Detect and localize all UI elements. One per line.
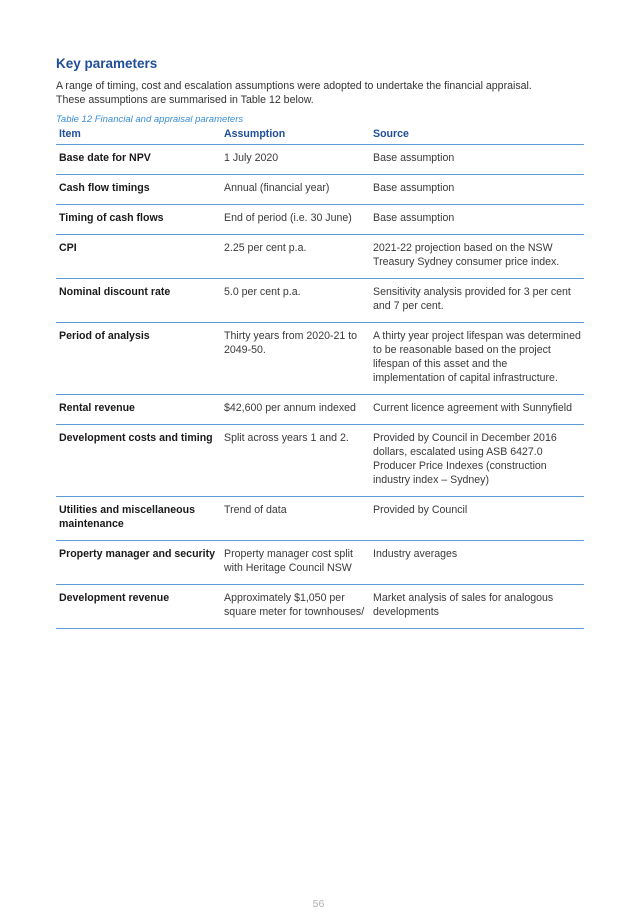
table-row (56, 541, 584, 585)
row-assumption: End of period (i.e. 30 June) (221, 205, 370, 235)
table-row (56, 497, 584, 541)
row-item: Utilities and miscellaneous maintenance (56, 497, 221, 541)
parameters-table (56, 126, 584, 629)
table-header-row (56, 126, 584, 145)
row-item: Base date for NPV (56, 145, 221, 175)
row-assumption: 5.0 per cent p.a. (221, 279, 370, 323)
row-item: Timing of cash flows (56, 205, 221, 235)
row-source: Current licence agreement with Sunnyfield (370, 395, 584, 425)
row-source: 2021-22 projection based on the NSW Treasury Sydney consumer price index. (370, 235, 584, 279)
row-source: Base assumption (370, 205, 584, 235)
row-source: Provided by Council in December 2016 dollars, escalated using ASB 6427.0 Producer Price Indexes (construction industry index – Sydney) (370, 425, 584, 497)
row-item: Cash flow timings (56, 175, 221, 205)
row-source: Sensitivity analysis provided for 3 per cent and 7 per cent. (370, 279, 584, 323)
row-assumption: Thirty years from 2020-21 to 2049-50. (221, 323, 370, 395)
row-assumption: $42,600 per annum indexed (221, 395, 370, 425)
table-row (56, 205, 584, 235)
row-item: Nominal discount rate (56, 279, 221, 323)
table-row (56, 235, 584, 279)
row-item: Property manager and security (56, 541, 221, 585)
row-assumption: Annual (financial year) (221, 175, 370, 205)
row-source: Industry averages (370, 541, 584, 585)
intro-paragraph (56, 79, 586, 107)
table-row (56, 395, 584, 425)
table-row (56, 323, 584, 395)
row-item: Rental revenue (56, 395, 221, 425)
row-item: Development costs and timing (56, 425, 221, 497)
column-header-assumption: Assumption (221, 126, 370, 145)
table-row (56, 279, 584, 323)
row-item: CPI (56, 235, 221, 279)
row-source: Base assumption (370, 145, 584, 175)
row-assumption: Approximately $1,050 per square meter for townhouses/ (221, 585, 370, 629)
column-header-item: Item (56, 126, 221, 145)
intro-line-2: These assumptions are summarised in Table 12 below. (56, 94, 314, 106)
row-source: Base assumption (370, 175, 584, 205)
row-assumption: Split across years 1 and 2. (221, 425, 370, 497)
row-source: Provided by Council (370, 497, 584, 541)
row-source: Market analysis of sales for analogous developments (370, 585, 584, 629)
column-header-source: Source (370, 126, 584, 145)
table-caption: Table 12 Financial and appraisal parameters (56, 114, 244, 125)
section-heading: Key parameters (56, 56, 158, 71)
row-assumption: Property manager cost split with Heritage Council NSW (221, 541, 370, 585)
row-assumption: Trend of data (221, 497, 370, 541)
intro-line-1: A range of timing, cost and escalation assumptions were adopted to undertake the financial appraisal. (56, 80, 532, 92)
table-row (56, 145, 584, 175)
row-item: Development revenue (56, 585, 221, 629)
row-item: Period of analysis (56, 323, 221, 395)
table-row (56, 585, 584, 629)
row-source: A thirty year project lifespan was determined to be reasonable based on the project lifespan of this asset and the implementation of capital infrastructure. (370, 323, 584, 395)
page-number: 56 (312, 898, 325, 910)
table-row (56, 425, 584, 497)
table-row (56, 175, 584, 205)
row-assumption: 2.25 per cent p.a. (221, 235, 370, 279)
row-assumption: 1 July 2020 (221, 145, 370, 175)
